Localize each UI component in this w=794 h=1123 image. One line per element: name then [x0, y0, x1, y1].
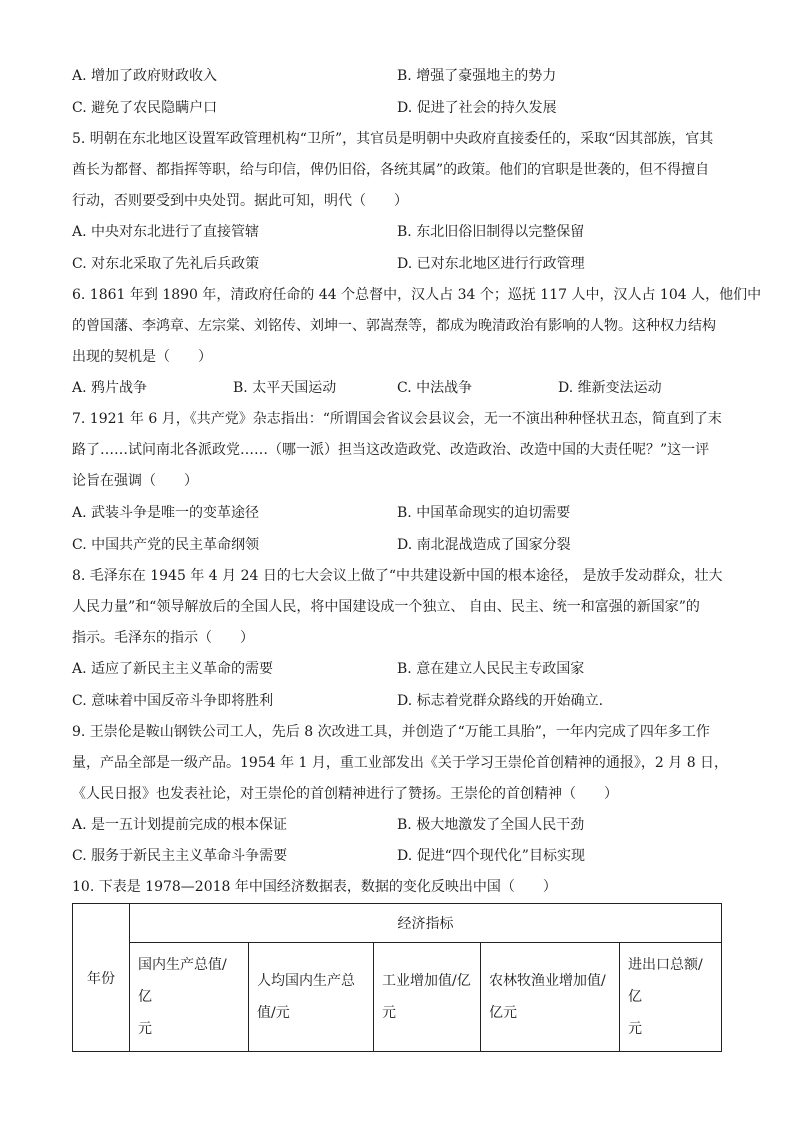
q7-line-1: 7. 1921 年 6 月，《共产党》杂志指出：“所谓国会省议会县议会，无一不演出种种怪状丑态，简直到了末 [72, 411, 722, 427]
q9-option-b: B. 极大地激发了全国人民干劲 [397, 817, 585, 833]
q5-option-c: C. 对东北采取了先礼后兵政策 [72, 256, 260, 272]
q6-option-a: A. 鸦片战争 [72, 380, 148, 396]
q5-option-d: D. 已对东北地区进行行政管理 [397, 256, 585, 272]
q4-option-b: B. 增强了豪强地主的势力 [397, 68, 557, 84]
year-header: 年份 [73, 904, 130, 1052]
q10-stem: 10. 下表是 1978—2018 年中国经济数据表，数据的变化反映出中国（ ） [72, 879, 557, 895]
q6-option-d: D. 维新变法运动 [558, 380, 662, 396]
q8-stem [72, 566, 722, 659]
q4-option-c: C. 避免了农民隐瞒户口 [72, 100, 218, 116]
q8-line-3: 指示。毛泽东的指示（ ） [72, 630, 254, 646]
economic-data-table [72, 903, 722, 1052]
q8-option-c: C. 意味着中国反帝斗争即将胜利 [72, 693, 274, 709]
q9-option-c: C. 服务于新民主主义革命斗争需要 [72, 848, 288, 864]
column-header-industry-value-added: 工业增加值/亿元 [374, 943, 481, 1052]
q6-stem [72, 285, 762, 378]
q9-line-2: 量，产品全部是一级产品。1954 年 1 月，重工业部发出《关于学习王崇伦首创精神的通报》，2 月 8 日， [72, 755, 729, 771]
q4-option-d: D. 促进了社会的持久发展 [397, 100, 557, 116]
column-header-gdp: 国内生产总值/亿 元 [130, 943, 249, 1052]
q5-line-1: 5. 明朝在东北地区设置军政管理机构“卫所”，其官员是明朝中央政府直接委任的，采取“因其部族，官其 [72, 131, 714, 147]
q6-line-2: 的曾国藩、李鸿章、左宗棠、刘铭传、刘坤一、郭嵩焘等，都成为晚清政治有影响的人物。这种权力结构 [72, 318, 716, 334]
q6-line-3: 出现的契机是（ ） [72, 349, 212, 365]
q8-line-1: 8. 毛泽东在 1945 年 4 月 24 日的七大会议上做了“中共建设新中国的根本途径， 是放手发动群众，壮大 [72, 568, 723, 584]
column-header-gdp-per-capita: 人均国内生产总 值/元 [249, 943, 374, 1052]
q5-line-3: 行动，否则要受到中央处罚。据此可知，明代（ ） [72, 193, 408, 209]
q9-option-a: A. 是一五计划提前完成的根本保证 [72, 817, 288, 833]
q5-line-2: 酋长为都督、都指挥等职，给与印信，俾仍旧俗，各统其属”的政策。他们的官职是世袭的，但不得擅自 [72, 162, 710, 178]
q9-line-1: 9. 王崇伦是鞍山钢铁公司工人，先后 8 次改进工具，并创造了“万能工具胎”，一年内完成了四年多工作 [72, 724, 710, 740]
q5-stem [72, 129, 722, 222]
column-header-import-export-total: 进出口总额/亿 元 [620, 943, 722, 1052]
economic-indicators-header: 经济指标 [130, 904, 722, 943]
q7-line-3: 论旨在强调（ ） [72, 473, 198, 489]
q7-line-2: 路了……试问南北各派政党……（哪一派）担当这改造政党、改造政治、改造中国的大责任呢？”这一评 [72, 442, 710, 458]
q8-option-d: D. 标志着党群众路线的开始确立. [397, 693, 604, 709]
q5-option-a: A. 中央对东北进行了直接管辖 [72, 224, 260, 240]
column-header-agriculture-value-added: 农林牧渔业增加值/ 亿元 [481, 943, 620, 1052]
q8-option-b: B. 意在建立人民民主专政国家 [397, 661, 585, 677]
q7-option-d: D. 南北混战造成了国家分裂 [397, 537, 571, 553]
q5-option-b: B. 东北旧俗旧制得以完整保留 [397, 224, 585, 240]
q7-option-c: C. 中国共产党的民主革命纲领 [72, 537, 260, 553]
q7-option-a: A. 武装斗争是唯一的变革途径 [72, 505, 260, 521]
q9-stem [72, 722, 729, 815]
q8-line-2: 人民力量”和“领导解放后的全国人民，将中国建设成一个独立、 自由、民主、统一和富强的新国家”的 [72, 599, 700, 615]
q7-stem [72, 409, 722, 502]
q6-line-1: 6. 1861 年到 1890 年，清政府任命的 44 个总督中，汉人占 34 个；巡抚 117 人中，汉人占 104 人，他们中 [72, 287, 762, 303]
q6-option-c: C. 中法战争 [397, 380, 473, 396]
q6-option-b: B. 太平天国运动 [233, 380, 337, 396]
q9-line-3: 《人民日报》也发表社论，对王崇伦的首创精神进行了赞扬。王崇伦的首创精神（ ） [72, 786, 618, 802]
q9-option-d: D. 促进“四个现代化”目标实现 [397, 848, 585, 864]
q4-option-a: A. 增加了政府财政收入 [72, 68, 218, 84]
q8-option-a: A. 适应了新民主主义革命的需要 [72, 661, 274, 677]
q7-option-b: B. 中国革命现实的迫切需要 [397, 505, 571, 521]
